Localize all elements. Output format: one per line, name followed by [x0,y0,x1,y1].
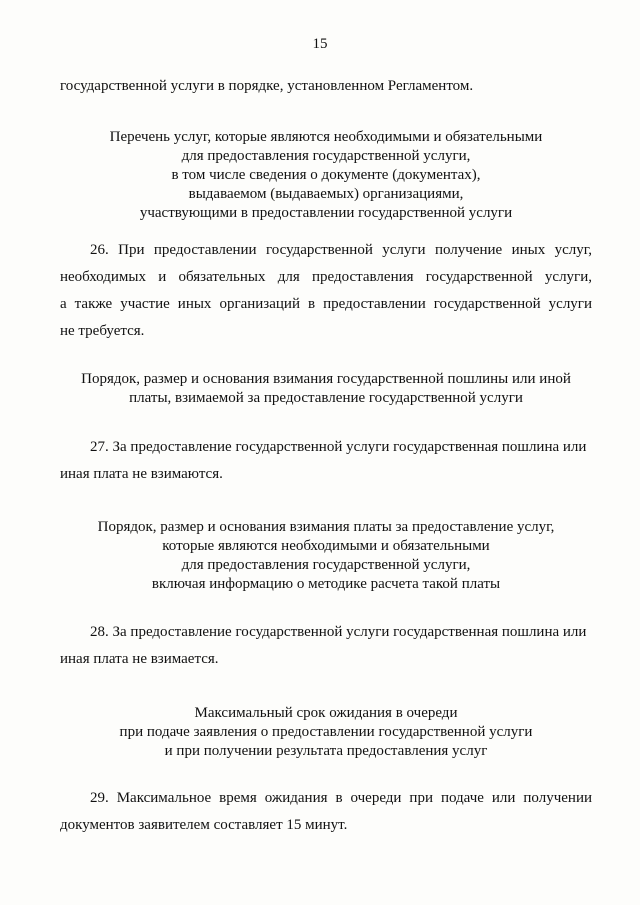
heading-line: включая информацию о методике расчета такой платы [151,576,501,592]
paragraph-27-line: иная плата не взимаются. [60,466,223,482]
section-heading-services-list [60,128,592,223]
paragraph-26-line: необходимых и обязательных для предоставления государственной услуги, [60,269,592,285]
paragraph-26-line: 26. При предоставлении государственной услуги получение иных услуг, [90,242,592,258]
paragraph-26-line: а также участие иных организаций в предоставлении государственной услуги [60,296,592,312]
heading-line: Перечень услуг, которые являются необходимыми и обязательными [109,129,543,145]
paragraph-27-line: 27. За предоставление государственной услуги государственная пошлина или [90,439,587,455]
section-heading-state-duty [60,370,592,408]
heading-line: для предоставления государственной услуги, [181,557,471,573]
heading-line: при подаче заявления о предоставлении государственной услуги [119,724,533,740]
heading-line: для предоставления государственной услуги, [181,148,471,164]
heading-line: участвующими в предоставлении государственной услуги [139,205,513,221]
page-number: 15 [312,36,328,52]
heading-line: Максимальный срок ожидания в очереди [194,705,458,721]
heading-line: и при получении результата предоставления услуг [164,743,488,759]
heading-line: которые являются необходимыми и обязательными [162,538,490,554]
paragraph-29-line: документов заявителем составляет 15 минут. [60,817,348,833]
section-heading-queue-time [60,704,592,761]
section-heading-fee-basis [60,518,592,594]
heading-line: Порядок, размер и основания взимания государственной пошлины или иной [81,371,571,387]
paragraph-26-line: не требуется. [60,323,145,339]
paragraph-28-line: иная плата не взимается. [60,651,219,667]
heading-line: выдаваемом (выдаваемых) организациями, [188,186,464,202]
heading-line: платы, взимаемой за предоставление государственной услуги [129,390,523,406]
paragraph-28-line: 28. За предоставление государственной услуги государственная пошлина или [90,624,587,640]
heading-line: в том числе сведения о документе (документах), [171,167,481,183]
intro-line: государственной услуги в порядке, установленном Регламентом. [60,78,474,94]
paragraph-29-line: 29. Максимальное время ожидания в очереди при подаче или получении [90,790,592,806]
heading-line: Порядок, размер и основания взимания платы за предоставление услуг, [97,519,555,535]
